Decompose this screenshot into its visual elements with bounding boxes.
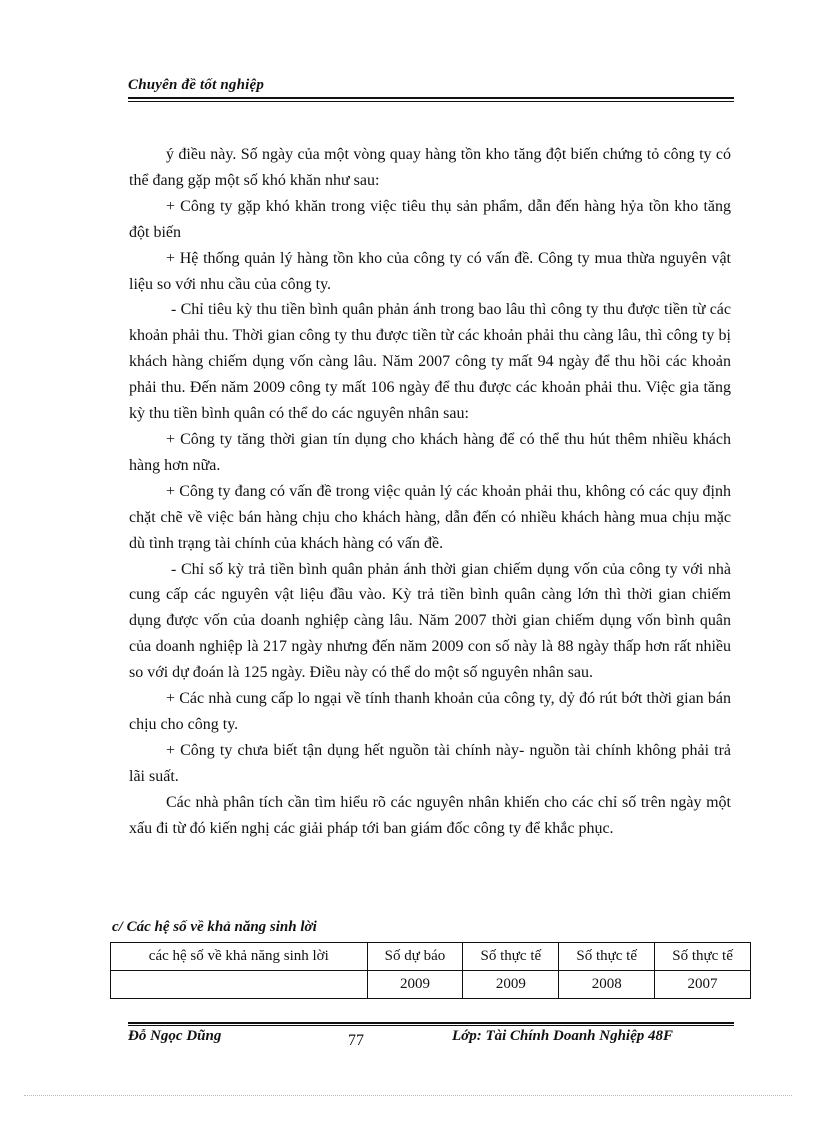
table-header-cell: Số thực tế: [559, 943, 655, 971]
profitability-table: [110, 942, 751, 999]
footer-rule-thin: [128, 1025, 734, 1026]
table-header-cell: Số thực tế: [655, 943, 751, 971]
header-rule-thick: [128, 97, 734, 99]
table-cell: 2007: [655, 971, 751, 999]
page-header: [128, 76, 734, 94]
page-number: 77: [348, 1032, 364, 1049]
paragraph: Các nhà phân tích cần tìm hiểu rõ các nguyên nhân khiến cho các chỉ số trên ngày một xấu đi từ đó kiến nghị các giải pháp tới ban giám đốc công ty để khắc phục.: [129, 793, 731, 837]
footer-rule-thick: [128, 1022, 734, 1024]
table-cell: 2009: [463, 971, 559, 999]
table-cell: [111, 971, 368, 999]
header-rule-thin: [128, 101, 734, 102]
paragraph: + Các nhà cung cấp lo ngại về tính thanh khoản của công ty, dỷ đó rút bớt thời gian bán chịu cho công ty.: [129, 690, 731, 733]
paragraph: + Công ty tăng thời gian tín dụng cho khách hàng để có thể thu hút thêm nhiều khách hàng hơn nữa.: [129, 430, 731, 474]
paragraph: + Công ty đang có vấn đề trong việc quản lý các khoản phải thu, không có các quy định chặt chẽ về việc bán hàng chịu cho khách hàng, dẫn đến có nhiều khách hàng mua chịu mặc dù tình trạng tài chính của khách hàng có vấn đề.: [129, 482, 731, 552]
paragraph: - Chỉ số kỳ trả tiền bình quân phản ánh thời gian chiếm dụng vốn của công ty với nhà cung cấp các nguyên vật liệu đầu vào. Kỳ trả tiền bình quân càng lớn thì thời gian chiếm dụng được vốn của doanh nghiệp càng lâu. Năm 2007 thời gian chiếm dụng vốn bình quân của doanh nghiệp là 217 ngày nhưng đến năm 2009 con số này là 88 ngày thấp hơn rất nhiều so với dự đoán là 125 ngày. Điều này có thể do một số nguyên nhân sau.: [129, 560, 731, 682]
table-cell: 2009: [367, 971, 463, 999]
footer-author: Đỗ Ngọc Dũng: [128, 1028, 222, 1044]
table-cell: 2008: [559, 971, 655, 999]
body-text: [129, 142, 731, 841]
table-header-row: [111, 943, 751, 971]
section-heading: c/ Các hệ số về khả năng sinh lời: [112, 919, 317, 935]
page-edge-divider: [24, 1095, 792, 1096]
table-header-cell: các hệ số về khả năng sinh lời: [111, 943, 368, 971]
paragraph: ý điều này. Số ngày của một vòng quay hàng tồn kho tăng đột biến chứng tỏ công ty có thể đang gặp một số khó khăn như sau:: [129, 146, 731, 189]
footer-class: Lớp: Tài Chính Doanh Nghiệp 48F: [452, 1028, 674, 1044]
paragraph: + Công ty gặp khó khăn trong việc tiêu thụ sản phẩm, dẫn đến hàng hỷa tồn kho tăng đột biến: [129, 197, 731, 241]
table-row: [111, 971, 751, 999]
paragraph: - Chỉ tiêu kỳ thu tiền bình quân phản ánh trong bao lâu thì công ty thu được tiền từ các khoản phải thu. Thời gian công ty thu được tiền từ các khoản phải thu càng lâu, thì công ty bị khách hàng chiếm dụng vốn càng lâu. Năm 2007 công ty mất 94 ngày để thu hồi các khoản phải thu. Đến năm 2009 công ty mất 106 ngày để thu được các khoản phải thu. Việc gia tăng kỳ thu tiền bình quân có thể do các nguyên nhân sau:: [129, 301, 731, 423]
table-header-cell: Số dự báo: [367, 943, 463, 971]
header-title: Chuyên đề tốt nghiệp: [128, 77, 265, 93]
table-header-cell: Số thực tế: [463, 943, 559, 971]
paragraph: + Công ty chưa biết tận dụng hết nguồn tài chính này- nguồn tài chính không phải trả lãi suất.: [129, 741, 731, 785]
paragraph: + Hệ thống quản lý hàng tồn kho của công ty có vấn đề. Công ty mua thừa nguyên vật liệu so với nhu cầu của công ty.: [129, 249, 731, 293]
